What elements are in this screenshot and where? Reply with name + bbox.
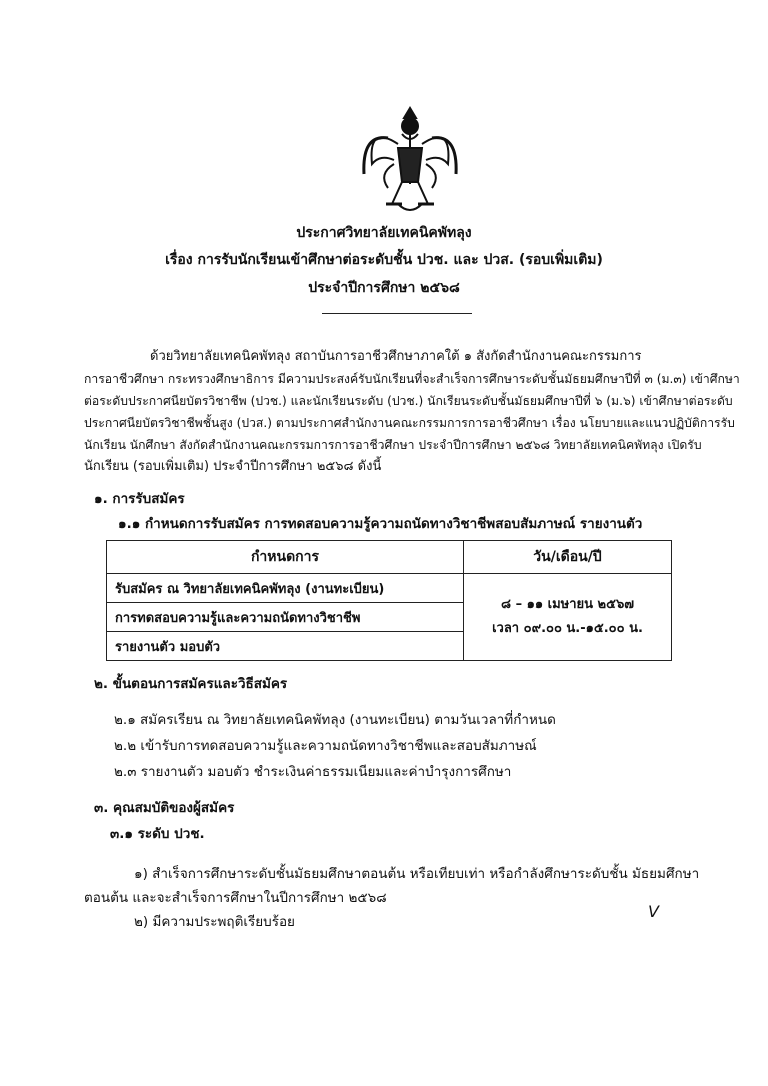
table-header-schedule: กำหนดการ	[107, 541, 464, 574]
section-3-subtitle: ๓.๑ ระดับ ปวช.	[110, 826, 205, 842]
table-row	[107, 574, 672, 603]
schedule-time: เวลา ๐๙.๐๐ น.-๑๕.๐๐ น.	[492, 621, 643, 636]
table-cell-activity: การทดสอบความรู้และความถนัดทางวิชาชีพ	[107, 603, 464, 632]
table-cell-activity: รายงานตัว มอบตัว	[107, 632, 464, 661]
section-3-item: ๒) มีความประพฤติเรียบร้อย	[134, 914, 295, 930]
handwritten-check-mark: V	[648, 902, 659, 921]
section-1-title: ๑. การรับสมัคร	[94, 491, 185, 507]
table-cell-date	[464, 574, 672, 661]
intro-line: นักเรียน นักศึกษา สังกัดสำนักงานคณะกรรมการการอาชีวศึกษา ประจำปีการศึกษา ๒๕๖๘ วิทยาลัยเทคนิคพัทลุง เปิดรับ	[84, 438, 702, 452]
section-3-title: ๓. คุณสมบัติของผู้สมัคร	[94, 800, 235, 816]
announcement-subject: เรื่อง การรับนักเรียนเข้าศึกษาต่อระดับชั้น ปวช. และ ปวส. (รอบเพิ่มเติม)	[165, 252, 603, 268]
section-2-item: ๒.๒ เข้ารับการทดสอบความรู้และความถนัดทางวิชาชีพและสอบสัมภาษณ์	[114, 738, 537, 754]
section-3-item: ๑) สำเร็จการศึกษาระดับชั้นมัธยมศึกษาตอนต้น หรือเทียบเท่า หรือกำลังศึกษาระดับชั้น มัธยมศึกษา	[134, 866, 700, 882]
schedule-table	[106, 540, 672, 661]
intro-line: การอาชีวศึกษา กระทรวงศึกษาธิการ มีความประสงค์รับนักเรียนที่จะสำเร็จการศึกษาระดับชั้นมัธยมศึกษาปีที่ ๓ (ม.๓) เข้าศึกษา	[84, 372, 740, 386]
section-2-item: ๒.๓ รายงานตัว มอบตัว ชำระเงินค่าธรรมเนียมและค่าบำรุงการศึกษา	[114, 764, 512, 780]
intro-line: ต่อระดับประกาศนียบัตรวิชาชีพ (ปวช.) และนักเรียนระดับ (ปวช.) นักเรียนระดับชั้นมัธยมศึกษาปีที่ ๖ (ม.๖) เข้าศึกษาต่อระดับ	[84, 394, 733, 408]
announcement-title: ประกาศวิทยาลัยเทคนิคพัทลุง	[296, 225, 472, 241]
schedule-date: ๘ – ๑๑ เมษายน ๒๕๖๗	[501, 597, 634, 612]
table-cell-activity: รับสมัคร ณ วิทยาลัยเทคนิคพัทลุง (งานทะเบียน)	[107, 574, 464, 603]
intro-line: นักเรียน (รอบเพิ่มเติม) ประจำปีการศึกษา ๒๕๖๘ ดังนี้	[84, 459, 382, 474]
section-2-item: ๒.๑ สมัครเรียน ณ วิทยาลัยเทคนิคพัทลุง (งานทะเบียน) ตามวันเวลาที่กำหนด	[114, 712, 556, 728]
header-divider	[322, 313, 472, 314]
announcement-year: ประจำปีการศึกษา ๒๕๖๘	[308, 280, 460, 296]
table-header-date: วัน/เดือน/ปี	[464, 541, 672, 574]
garuda-emblem-icon	[358, 104, 462, 216]
table-header-row	[107, 541, 672, 574]
section-1-subtitle: ๑.๑ กำหนดการรับสมัคร การทดสอบความรู้ความถนัดทางวิชาชีพสอบสัมภาษณ์ รายงานตัว	[118, 516, 643, 532]
intro-line: ด้วยวิทยาลัยเทคนิคพัทลุง สถาบันการอาชีวศึกษาภาคใต้ ๑ สังกัดสำนักงานคณะกรรมการ	[150, 349, 642, 364]
section-2-title: ๒. ขั้นตอนการสมัครและวิธีสมัคร	[94, 676, 288, 692]
section-3-item-continued: ตอนต้น และจะสำเร็จการศึกษาในปีการศึกษา ๒๕๖๘	[84, 890, 387, 906]
intro-line: ประกาศนียบัตรวิชาชีพชั้นสูง (ปวส.) ตามประกาศสำนักงานคณะกรรมการการอาชีวศึกษา เรื่อง นโยบายและแนวปฏิบัติการรับ	[84, 416, 735, 430]
